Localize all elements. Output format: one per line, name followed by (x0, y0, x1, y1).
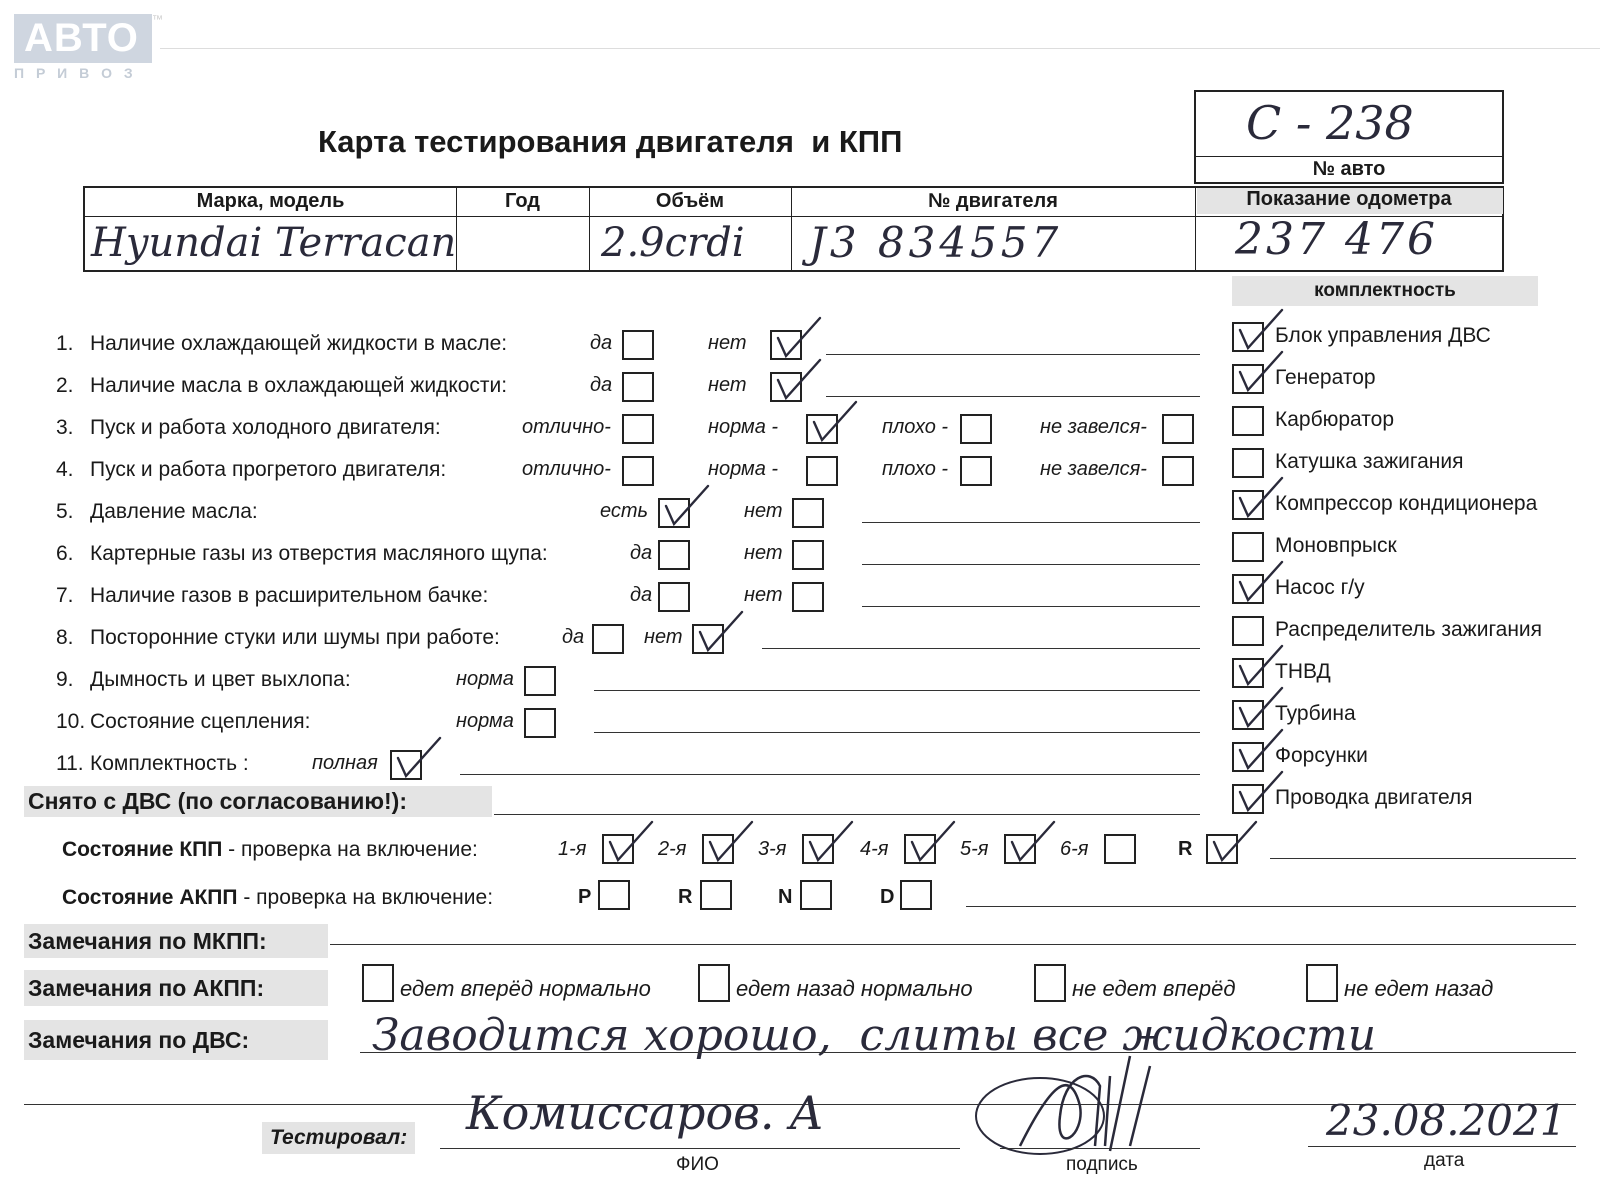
tested-label: Тестировал: (262, 1122, 415, 1154)
item-7-checkbox-0[interactable] (658, 582, 690, 612)
item-3-checkbox-1[interactable] (806, 414, 838, 444)
kpp-gear-checkbox-0[interactable] (602, 834, 634, 864)
item-number: 4. (56, 458, 74, 481)
akpp-remark-checkbox-1[interactable] (698, 964, 730, 1002)
komplekt-title: комплектность (1232, 276, 1538, 306)
akpp-gear-label: R (678, 886, 693, 908)
item-6-checkbox-1[interactable] (792, 540, 824, 570)
kpp-gear-checkbox-1[interactable] (702, 834, 734, 864)
item-10-checkbox-0[interactable] (524, 708, 556, 738)
item-number: 6. (56, 542, 74, 565)
item-4-checkbox-0[interactable] (622, 456, 654, 486)
kpp-gear-label: 4-я (860, 838, 889, 860)
akpp-remark-checkbox-0[interactable] (362, 964, 394, 1002)
komplekt-checkbox-6[interactable] (1232, 574, 1264, 604)
komplekt-checkbox-8[interactable] (1232, 658, 1264, 688)
item-option-label: да (590, 332, 613, 354)
item-label: Наличие масла в охлаждающей жидкости: (90, 374, 508, 397)
item-option-label: нет (644, 626, 683, 648)
item-label: Наличие охлаждающей жидкости в масле: (90, 332, 508, 355)
komplekt-item-label: Распределитель зажигания (1275, 618, 1543, 641)
item-option-label: да (562, 626, 585, 648)
akpp-gear-checkbox-1[interactable] (700, 880, 732, 910)
col-header-engine-no: № двигателя (928, 190, 1058, 212)
item-option-label: нет (744, 500, 783, 522)
kpp-gear-checkbox-2[interactable] (802, 834, 834, 864)
value-model: Hyundai Terracan (91, 220, 457, 266)
car-number-value: С - 238 (1246, 96, 1414, 150)
item-option-label: отлично- (522, 458, 611, 480)
komplekt-item-label: Насос г/у (1275, 576, 1365, 599)
komplekt-checkbox-10[interactable] (1232, 742, 1264, 772)
komplekt-checkbox-7[interactable] (1232, 616, 1264, 646)
item-number: 5. (56, 500, 74, 523)
komplekt-item-label: Проводка двигателя (1275, 786, 1473, 809)
item-7-checkbox-1[interactable] (792, 582, 824, 612)
kpp-gear-checkbox-5[interactable] (1104, 834, 1136, 864)
komplekt-checkbox-4[interactable] (1232, 490, 1264, 520)
remarks-mkpp-label: Замечания по МКПП: (24, 924, 328, 958)
value-odometer: 237 476 (1235, 214, 1438, 265)
kpp-label: Состояние КПП - проверка на включение: (62, 838, 478, 861)
info-table (83, 186, 1504, 272)
akpp-gear-label: N (778, 886, 793, 908)
kpp-gear-checkbox-4[interactable] (1004, 834, 1036, 864)
kpp-gear-label: R (1178, 838, 1193, 860)
item-option-label: норма - (708, 458, 779, 480)
item-option-label: норма - (708, 416, 779, 438)
item-1-checkbox-0[interactable] (622, 330, 654, 360)
item-number: 9. (56, 668, 74, 691)
komplekt-checkbox-3[interactable] (1232, 448, 1264, 478)
akpp-remark-label: едет вперёд нормально (400, 976, 651, 1001)
item-option-label: плохо - (882, 416, 949, 438)
item-option-label: норма (456, 710, 514, 732)
kpp-gear-label: 1-я (558, 838, 587, 860)
item-number: 8. (56, 626, 74, 649)
akpp-gear-checkbox-0[interactable] (598, 880, 630, 910)
item-option-label: нет (708, 374, 747, 396)
fio-label: ФИО (676, 1154, 719, 1175)
item-number: 7. (56, 584, 74, 607)
remarks-akpp-label: Замечания по АКПП: (24, 970, 328, 1006)
akpp-label: Состояние АКПП - проверка на включение: (62, 886, 494, 909)
item-option-label: не завелся- (1040, 416, 1147, 438)
item-number: 1. (56, 332, 74, 355)
item-label: Дымность и цвет выхлопа: (90, 668, 351, 691)
col-header-year: Год (505, 190, 540, 212)
item-5-checkbox-0[interactable] (658, 498, 690, 528)
col-header-model: Марка, модель (196, 190, 345, 212)
item-4-checkbox-3[interactable] (1162, 456, 1194, 486)
removed-label: Снято с ДВС (по согласованию!): (24, 786, 492, 817)
item-option-label: плохо - (882, 458, 949, 480)
kpp-gear-checkbox-3[interactable] (904, 834, 936, 864)
akpp-gear-checkbox-3[interactable] (900, 880, 932, 910)
item-label: Давление масла: (90, 500, 258, 523)
item-option-label: да (630, 584, 653, 606)
komplekt-item-label: Блок управления ДВС (1275, 324, 1491, 347)
komplekt-checkbox-9[interactable] (1232, 700, 1264, 730)
item-option-label: нет (744, 584, 783, 606)
komplekt-item-label: Компрессор кондиционера (1275, 492, 1538, 515)
komplekt-checkbox-2[interactable] (1232, 406, 1264, 436)
date-value: 23.08.2021 (1326, 1096, 1567, 1145)
item-label: Посторонние стуки или шумы при работе: (90, 626, 500, 649)
item-3-checkbox-0[interactable] (622, 414, 654, 444)
komplekt-item-label: Карбюратор (1275, 408, 1395, 431)
item-option-label: не завелся- (1040, 458, 1147, 480)
komplekt-checkbox-5[interactable] (1232, 532, 1264, 562)
item-8-checkbox-1[interactable] (692, 624, 724, 654)
item-number: 10. (56, 710, 86, 733)
kpp-gear-label: 2-я (658, 838, 687, 860)
kpp-gear-label: 3-я (758, 838, 787, 860)
item-3-checkbox-3[interactable] (1162, 414, 1194, 444)
item-option-label: есть (600, 500, 649, 522)
item-option-label: нет (708, 332, 747, 354)
komplekt-item-label: Катушка зажигания (1275, 450, 1464, 473)
item-option-label: отлично- (522, 416, 611, 438)
item-2-checkbox-1[interactable] (770, 372, 802, 402)
akpp-remark-label: едет назад нормально (736, 976, 973, 1001)
date-label: дата (1424, 1150, 1465, 1171)
akpp-remark-checkbox-2[interactable] (1034, 964, 1066, 1002)
kpp-gear-label: 6-я (1060, 838, 1089, 860)
item-option-label: нет (744, 542, 783, 564)
item-label: Пуск и работа прогретого двигателя: (90, 458, 447, 481)
komplekt-item-label: Турбина (1275, 702, 1356, 725)
item-11-checkbox-0[interactable] (390, 750, 422, 780)
akpp-remark-checkbox-3[interactable] (1306, 964, 1338, 1002)
item-number: 11. (56, 752, 84, 775)
logo-tm: ™ (152, 14, 163, 26)
item-label: Наличие газов в расширительном бачке: (90, 584, 489, 607)
col-header-volume: Объём (655, 190, 725, 212)
akpp-gear-checkbox-2[interactable] (800, 880, 832, 910)
item-label: Картерные газы из отверстия масляного щупа: (90, 542, 548, 565)
car-number-box (1194, 90, 1504, 184)
item-3-checkbox-2[interactable] (960, 414, 992, 444)
kpp-gear-label: 5-я (960, 838, 989, 860)
akpp-gear-label: P (578, 886, 592, 908)
komplekt-checkbox-11[interactable] (1232, 784, 1264, 814)
sign-label: подпись (1066, 1154, 1138, 1175)
item-option-label: да (590, 374, 613, 396)
value-volume: 2.9crdi (601, 220, 745, 266)
value-engine-no: J3 834557 (809, 218, 1063, 267)
item-option-label: да (630, 542, 653, 564)
col-header-odometer: Показание одометра (1246, 188, 1452, 210)
logo-tagline: П Р И В О З (14, 65, 137, 81)
item-label: Состояние сцепления: (90, 710, 311, 733)
item-4-checkbox-1[interactable] (806, 456, 838, 486)
item-9-checkbox-0[interactable] (524, 666, 556, 696)
item-option-label: норма (456, 668, 514, 690)
item-2-checkbox-0[interactable] (622, 372, 654, 402)
item-1-checkbox-1[interactable] (770, 330, 802, 360)
akpp-remark-label: не едет вперёд (1072, 976, 1236, 1001)
item-label: Пуск и работа холодного двигателя: (90, 416, 441, 439)
item-6-checkbox-0[interactable] (658, 540, 690, 570)
komplekt-item-label: Генератор (1275, 366, 1376, 389)
komplekt-item-label: ТНВД (1275, 660, 1331, 683)
komplekt-item-label: Форсунки (1275, 744, 1368, 767)
item-number: 2. (56, 374, 74, 397)
logo (14, 14, 163, 81)
page-title: Карта тестирования двигателя и КПП (318, 124, 903, 159)
akpp-remark-label: не едет назад (1344, 976, 1494, 1001)
akpp-gear-label: D (880, 886, 895, 908)
remarks-dvs-label: Замечания по ДВС: (24, 1020, 328, 1060)
item-label: Комплектность : (90, 752, 249, 775)
remarks-dvs-value: Заводится хорошо, слиты все жидкости (372, 1010, 1377, 1061)
komplekt-checkbox-1[interactable] (1232, 364, 1264, 394)
item-option-label: полная (312, 752, 378, 774)
car-number-label: № авто (1312, 158, 1386, 180)
tested-name: Комиссаров. А (466, 1086, 825, 1140)
logo-brand: АВТО (14, 14, 152, 63)
item-number: 3. (56, 416, 74, 439)
kpp-gear-checkbox-6[interactable] (1206, 834, 1238, 864)
item-4-checkbox-2[interactable] (960, 456, 992, 486)
item-5-checkbox-1[interactable] (792, 498, 824, 528)
komplekt-checkbox-0[interactable] (1232, 322, 1264, 352)
komplekt-item-label: Моновпрыск (1275, 534, 1397, 557)
item-8-checkbox-0[interactable] (592, 624, 624, 654)
